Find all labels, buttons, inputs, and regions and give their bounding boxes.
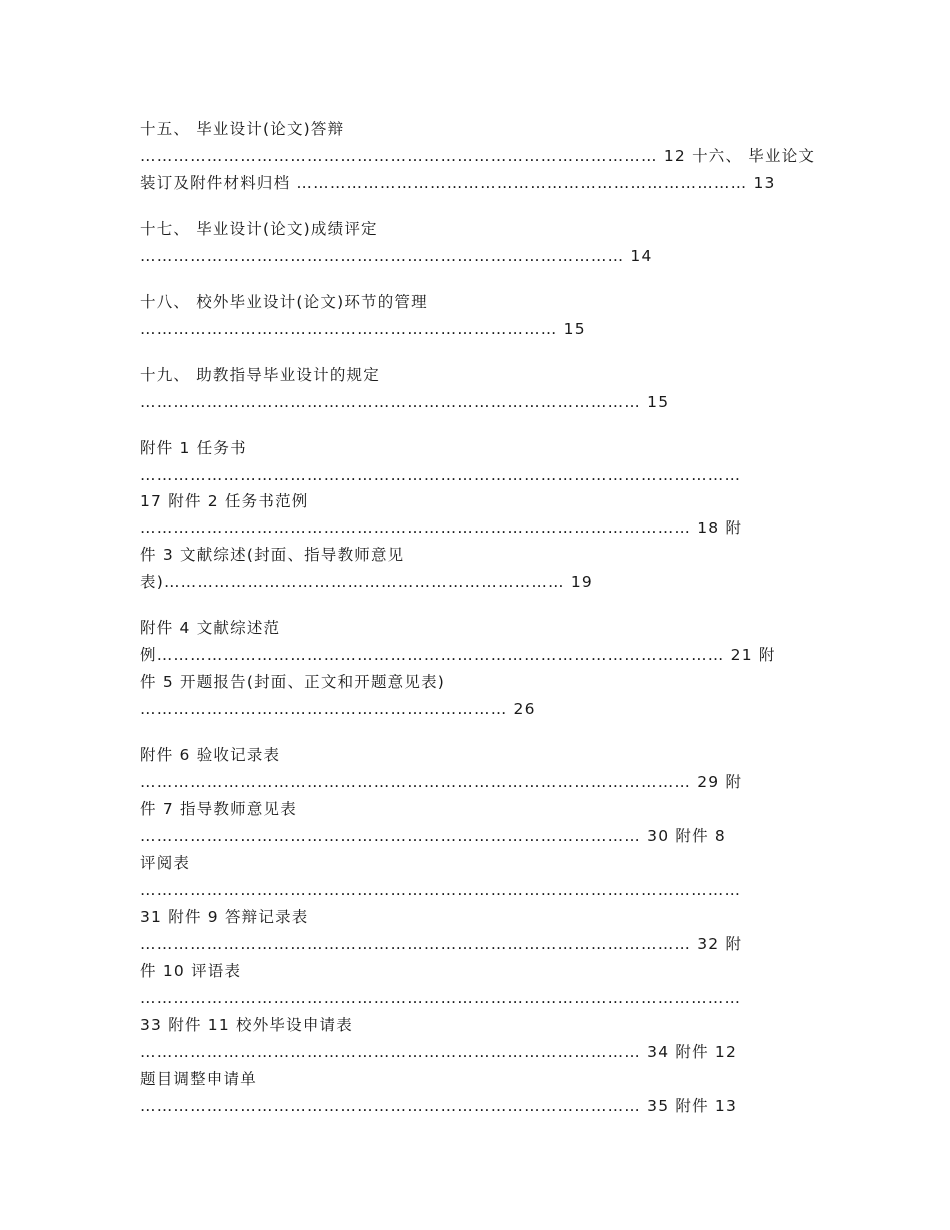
toc-line: ……………………………………………………………………………………… 18 附 [140, 519, 743, 537]
toc-line: 33 附件 11 校外毕设申请表 [140, 1016, 353, 1034]
toc-line: ……………………………………………………………………………… 15 [140, 393, 670, 411]
toc-line: ……………………………………………………………………………………………… [140, 881, 742, 899]
toc-line: ………………………………………………………………………………… 12 十六、 毕业论文 [140, 147, 816, 165]
toc-line: 17 附件 2 任务书范例 [140, 492, 309, 510]
toc-line: 表)……………………………………………………………… 19 [140, 573, 593, 591]
toc-line: ……………………………………………………………………………… 30 附件 8 [140, 827, 726, 845]
toc-line: 十五、 毕业设计(论文)答辩 [140, 120, 345, 138]
toc-line: ……………………………………………………………………………… 35 附件 13 [140, 1097, 738, 1115]
toc-line: 十七、 毕业设计(论文)成绩评定 [140, 220, 378, 238]
toc-line: 例………………………………………………………………………………………… 21 附 [140, 646, 776, 664]
toc-line: ………………………………………………………… 26 [140, 700, 536, 718]
toc-line: 附件 6 验收记录表 [140, 746, 281, 764]
toc-line: 题目调整申请单 [140, 1070, 257, 1088]
toc-line: 评阅表 [140, 854, 191, 872]
toc-line: …………………………………………………………………………… 14 [140, 247, 653, 265]
toc-line: ……………………………………………………………………………………………… [140, 466, 742, 484]
toc-line: 件 10 评语表 [140, 962, 242, 980]
toc-line: 十九、 助教指导毕业设计的规定 [140, 366, 380, 384]
toc-line: 件 7 指导教师意见表 [140, 800, 297, 818]
toc-line: 十八、 校外毕业设计(论文)环节的管理 [140, 293, 428, 311]
toc-line: 附件 4 文献综述范 [140, 619, 281, 637]
toc-line: ……………………………………………………………………………………………… [140, 989, 742, 1007]
toc-line: ………………………………………………………………… 15 [140, 320, 586, 338]
toc-line: 件 3 文献综述(封面、指导教师意见 [140, 546, 405, 564]
toc-line: 31 附件 9 答辩记录表 [140, 908, 309, 926]
toc-line: ……………………………………………………………………………………… 32 附 [140, 935, 743, 953]
toc-line: 附件 1 任务书 [140, 439, 247, 457]
toc-line: 件 5 开题报告(封面、正文和开题意见表) [140, 673, 446, 691]
toc-line: ……………………………………………………………………………… 34 附件 12 [140, 1043, 738, 1061]
toc-line: 装订及附件材料归档 ……………………………………………………………………… 13 [140, 174, 776, 192]
toc-line: ……………………………………………………………………………………… 29 附 [140, 773, 743, 791]
